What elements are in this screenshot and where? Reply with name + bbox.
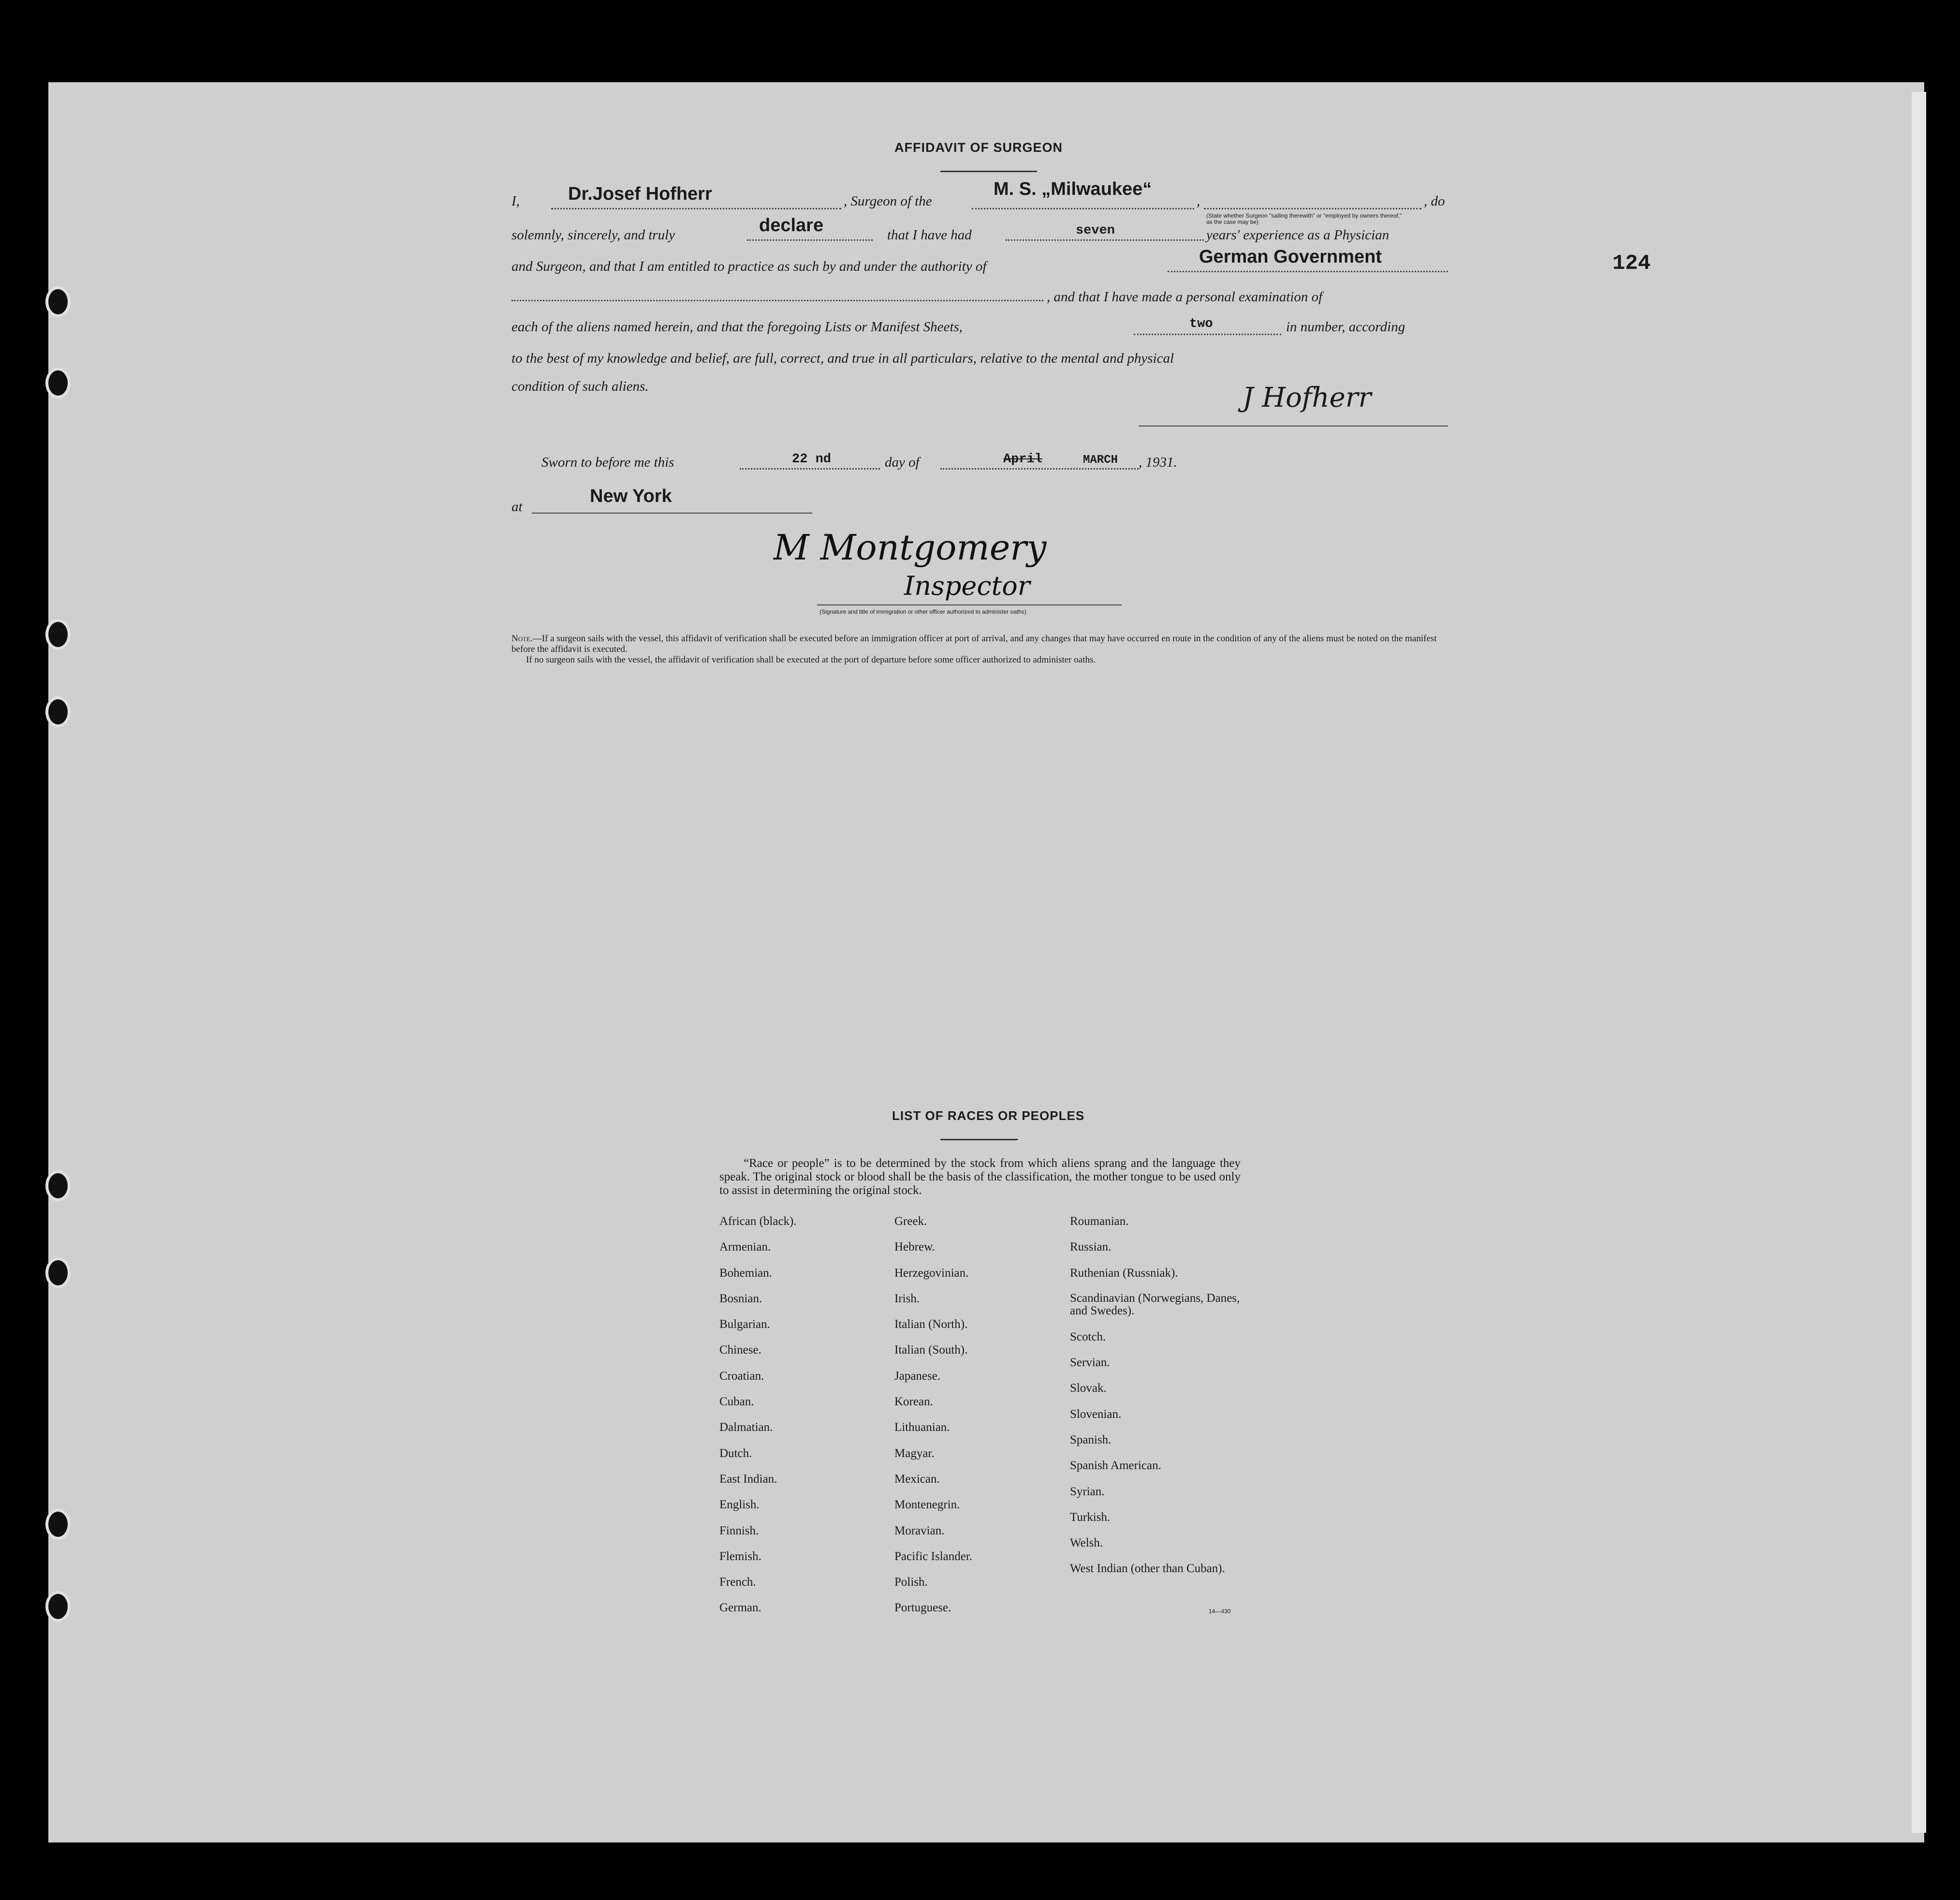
race-item: African (black). bbox=[719, 1215, 797, 1228]
binder-hole bbox=[45, 286, 71, 317]
surgeon-name: Dr.Josef Hofherr bbox=[568, 184, 712, 204]
race-item: Bohemian. bbox=[719, 1266, 773, 1280]
affidavit-note bbox=[512, 633, 1452, 665]
race-item: Dutch. bbox=[719, 1446, 752, 1460]
year-value: , 1931. bbox=[1139, 455, 1177, 470]
text-day-of: day of bbox=[885, 455, 920, 470]
race-item: Moravian. bbox=[894, 1524, 945, 1537]
text-each-alien: each of the aliens named herein, and that the foregoing Lists or Manifest Sheets, bbox=[512, 319, 963, 335]
races-intro: “Race or people” is to be determined by the stock from which aliens sprang and the language they speak. The original stock or blood shall be the basis of the classification, the mother tongue to be used only to assist in determining the original stock. bbox=[719, 1157, 1241, 1197]
binder-hole bbox=[45, 619, 71, 650]
blank-line bbox=[551, 208, 841, 209]
race-item: Russian. bbox=[1070, 1240, 1112, 1254]
race-item: Ruthenian (Russniak). bbox=[1070, 1266, 1178, 1280]
title-rule bbox=[940, 171, 1037, 172]
text-condition: condition of such aliens. bbox=[512, 379, 649, 394]
blank-line bbox=[512, 300, 1043, 301]
race-item: Cuban. bbox=[719, 1395, 754, 1409]
races-column-3 bbox=[1070, 1215, 1254, 1601]
text-at: at bbox=[512, 499, 523, 515]
place-value: New York bbox=[590, 486, 672, 506]
vessel-name: M. S. „Milwaukee“ bbox=[994, 179, 1152, 199]
officer-signature: M Montgomery bbox=[774, 527, 1047, 568]
officer-title-signature: Inspector bbox=[904, 571, 1030, 601]
text-years-experience: years' experience as a Physician bbox=[1206, 227, 1390, 243]
race-item: Lithuanian. bbox=[894, 1421, 950, 1434]
years-value: seven bbox=[1076, 223, 1115, 238]
blank-line bbox=[972, 208, 1194, 209]
signature-line bbox=[1139, 426, 1448, 427]
text-personal-exam: , and that I have made a personal examination of bbox=[1047, 289, 1323, 305]
surgeon-signature: J Hofherr bbox=[1243, 382, 1372, 413]
officer-signature-line bbox=[817, 604, 1122, 605]
month-struck: April bbox=[1003, 452, 1043, 467]
text-solemnly: solemnly, sincerely, and truly bbox=[512, 227, 675, 243]
race-item: Korean. bbox=[894, 1395, 933, 1409]
signature-caption: (Signature and title of immigration or other officer authorized to administer oaths) bbox=[819, 608, 1026, 615]
race-item: Japanese. bbox=[894, 1369, 941, 1383]
race-item: Mexican. bbox=[894, 1472, 940, 1486]
form-number: 14—430 bbox=[1209, 1608, 1231, 1615]
blank-line bbox=[1006, 239, 1204, 241]
race-item: Scandinavian (Norwegians, Danes, and Swedes). bbox=[1070, 1291, 1240, 1317]
race-item: Herzegovinian. bbox=[894, 1266, 969, 1280]
race-item: Greek. bbox=[894, 1215, 927, 1228]
race-item: Magyar. bbox=[894, 1446, 935, 1460]
races-title: LIST OF RACES OR PEOPLES bbox=[892, 1108, 1085, 1123]
race-item: Turkish. bbox=[1070, 1510, 1111, 1524]
race-item: Slovak. bbox=[1070, 1382, 1107, 1395]
race-item: Scotch. bbox=[1070, 1330, 1106, 1343]
race-item: Montenegrin. bbox=[894, 1498, 960, 1512]
sheet-edge bbox=[1912, 92, 1926, 1833]
race-item: Croatian. bbox=[719, 1369, 764, 1383]
page-number: 124 bbox=[1612, 251, 1651, 276]
race-item: West Indian (other than Cuban). bbox=[1070, 1561, 1225, 1575]
text-i: I, bbox=[512, 193, 520, 209]
blank-line bbox=[747, 239, 873, 241]
text-and-surgeon: and Surgeon, and that I am entitled to practice as such by and under the authority of bbox=[512, 259, 987, 274]
race-item: Flemish. bbox=[719, 1549, 761, 1563]
note-text-1: —If a surgeon sails with the vessel, this affidavit of verification shall be executed before an immigration officer at port of arrival, and any changes that may have occurred en route in the condition of any of the aliens must be noted on the manifest before the affidavit is executed. bbox=[512, 633, 1437, 654]
race-item: German. bbox=[719, 1601, 761, 1615]
sheets-value: two bbox=[1189, 317, 1213, 331]
race-item: Polish. bbox=[894, 1576, 928, 1589]
race-item: Armenian. bbox=[719, 1240, 771, 1254]
race-item: Slovenian. bbox=[1070, 1407, 1122, 1421]
race-item: Spanish. bbox=[1070, 1433, 1112, 1447]
race-item: Roumanian. bbox=[1070, 1215, 1129, 1228]
race-item: French. bbox=[719, 1576, 756, 1589]
binder-hole bbox=[45, 368, 71, 398]
race-item: Spanish American. bbox=[1070, 1459, 1161, 1473]
race-item: Bosnian. bbox=[719, 1292, 762, 1305]
race-item: Pacific Islander. bbox=[894, 1549, 973, 1563]
blank-line bbox=[1168, 271, 1448, 272]
binder-hole bbox=[45, 1591, 71, 1622]
race-item: English. bbox=[719, 1498, 760, 1512]
race-item: Portuguese. bbox=[894, 1601, 951, 1615]
declare-value: declare bbox=[759, 215, 824, 236]
races-title-rule bbox=[940, 1139, 1018, 1140]
text-in-number: in number, according bbox=[1286, 319, 1405, 335]
race-item: Dalmatian. bbox=[719, 1421, 773, 1434]
race-item: Italian (South). bbox=[894, 1343, 968, 1357]
binder-hole bbox=[45, 1509, 71, 1540]
race-item: Servian. bbox=[1070, 1356, 1110, 1370]
text-do: , do bbox=[1424, 193, 1445, 209]
race-item: East Indian. bbox=[719, 1472, 777, 1486]
month-value: MARCH bbox=[1083, 454, 1118, 467]
text-surgeon-of: , Surgeon of the bbox=[844, 193, 932, 209]
races-list bbox=[719, 1215, 1261, 1631]
blank-line bbox=[740, 468, 880, 470]
text-knowledge: to the best of my knowledge and belief, are full, correct, and true in all particulars, relative to the mental and physical bbox=[512, 351, 1174, 366]
binder-hole bbox=[45, 1170, 71, 1201]
race-item: Italian (North). bbox=[894, 1318, 968, 1331]
blank-line bbox=[1134, 334, 1281, 335]
text-comma: , bbox=[1197, 193, 1200, 209]
races-column-2 bbox=[894, 1215, 972, 1627]
race-item: Syrian. bbox=[1070, 1485, 1105, 1498]
text-sworn: Sworn to before me this bbox=[541, 455, 674, 470]
blank-line bbox=[532, 513, 812, 514]
affidavit-title: AFFIDAVIT OF SURGEON bbox=[894, 140, 1063, 155]
authority-value: German Government bbox=[1199, 247, 1382, 267]
note-label: Note. bbox=[512, 633, 533, 644]
sworn-day: 22 nd bbox=[792, 452, 832, 467]
blank-line bbox=[940, 468, 1139, 470]
race-item: Finnish. bbox=[719, 1524, 759, 1537]
text-i-have-had: that I have had bbox=[887, 227, 972, 243]
note-text-2: If no surgeon sails with the vessel, the affidavit of verification shall be executed at the port of departure before some officer authorized to administer oaths. bbox=[526, 655, 1096, 665]
race-item: Bulgarian. bbox=[719, 1318, 770, 1331]
binder-hole bbox=[45, 1257, 71, 1288]
race-item: Welsh. bbox=[1070, 1536, 1103, 1550]
binder-hole bbox=[45, 696, 71, 727]
state-note: (State whether Surgeon "sailing therewith" or "employed by owners thereof," as the case may be) bbox=[1206, 212, 1402, 225]
blank-line bbox=[1204, 208, 1421, 209]
race-item: Irish. bbox=[894, 1292, 920, 1305]
races-column-1 bbox=[719, 1215, 797, 1627]
race-item: Chinese. bbox=[719, 1343, 761, 1357]
race-item: Hebrew. bbox=[894, 1240, 935, 1254]
